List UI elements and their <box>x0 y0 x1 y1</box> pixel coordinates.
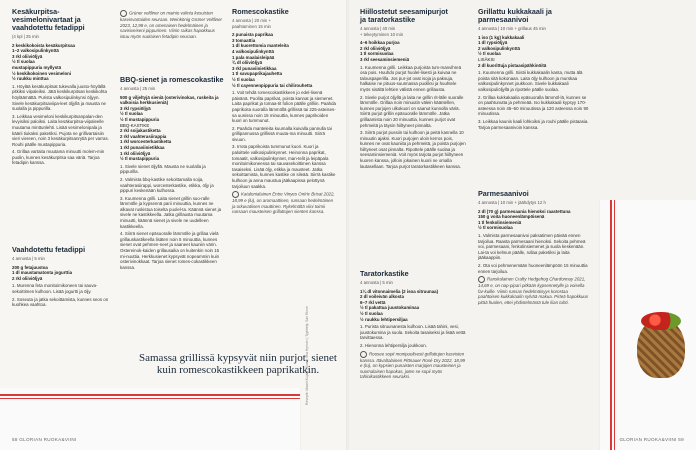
ingredient: 1–2 valkosipulinkynttä <box>12 48 59 54</box>
recipe-step: 4. Grillaa vartaita muutama minuutti molem-min puolin, kunnes kesäkurpitsa saa väriä. Tarjoa fetadipin kanssa. <box>12 149 105 166</box>
ingredient: 150 g voita huoneenlämpöisenä <box>478 214 545 220</box>
ingredient: 2 dl (70 g) parmesaania hienoksi raastettuna <box>478 208 571 214</box>
recipe-step: 1. Purista sitruunanesta kulhoon. Lisää tahini, vesi, juustokumina ja suola. Sekoita tasaiseksi ja lisää vettä tarvittaessa. <box>360 324 466 341</box>
ingredient: 1 iso (1 kg) kukkakaali <box>478 34 525 40</box>
ingredient: ½ tl suolaa <box>232 76 255 82</box>
recipe-step: 3. Kuumenna grilli. Laita sienet grillin suo-ralle lämmölle ja kypsennä parii minuuttia, kunnes ne alkavat ruskistua toiselta puolel-ta. Käännä sienet ja sivele ne kastikkeella. Jatka grillausta muutama minuutti, käännä sienet ja sivele ne uudelleen kastikkeella. <box>120 195 222 229</box>
ingredient: 4 valkosipulinkynttä <box>232 48 274 54</box>
recipe-step: 1. Höylää kesäkurpitsat tukevalla juusto-höylällä pitkiksi viipaleiksi. Jätä keskikurpitsan keskikohta höyläämättä. Purista valkosipulinkynsi öljyyn. Sivele kesäkurpitsaviipa-leet öljyllä ja mausta ne suolalla ja pippurilla. <box>12 83 107 112</box>
towel-stripe <box>614 200 615 450</box>
ingredient: 3 tomaattia <box>232 37 256 43</box>
title-line: parmesaanivoi <box>478 15 529 24</box>
ingredient: ½ tl suolaa <box>360 310 383 316</box>
recipe-meta: 4 annosta | 5 min <box>12 256 45 261</box>
page-folio-right: GLORIAN RUOKA&VIINI 59 <box>619 437 684 442</box>
recipe-meta: 4 annosta | 25 min <box>120 86 156 91</box>
ingredient: ½ tl suolaa <box>12 59 35 65</box>
recipe-step: 1. Valmista parmesaanivoi paksatimen päivää ennen tarjoilua. Raasta parmesaani hienoksi. Sekoita pehmeä voi, parmesaani, fenkolinsiemenet ja suola keskenään. Lai-ta voi kelmun päälle, rullaa paketiksi ja laita jääkaappiin. <box>478 232 586 261</box>
recipe-title: Romescokastike <box>232 7 289 16</box>
recipe-step: 2. Grillaa kukkakaalia epäsuoralla lämmöl-lä, kunnes se on paahtunutta ja pehmeää. Iso kukkakaali kypsyy 170-asteessa noin 45–60 minuutissa ja 120 asteessa noin 90 minuutissa. <box>478 94 589 117</box>
ingredient: ½ tl cayennenpippuria tai chilirouhetta <box>232 82 313 88</box>
title-line: vesimelonivartaat ja <box>12 15 81 24</box>
recipe-step: 2. Paahda manteleita kuumalla kuivalla pannulla tai grillipannussa grillissä muuta-ma minuutti. Siirrä sivuun. <box>232 125 332 142</box>
ingredient: 2 rkl oliiviöljyä <box>360 45 391 51</box>
ingredient: 1 tl fenkolinsiemeniä <box>478 219 522 225</box>
recipe-title <box>478 8 590 24</box>
wine-tip-text: Katalonialainen Entre Vinyes Oníric Brisat 2022, 18,99 e (lu), on aromaattinen, runsaan hedelmäinen ja orkuvatiisen mauttinen. Rykelmältä viini toimii runsaan mausteisen grillattujen sienten kanssa. <box>232 191 335 215</box>
recipe-title <box>12 8 112 32</box>
recipe-step: 2. Soseuta ja jatka sekoittamista, kunnes seos on kuohkea vaahtoa. <box>12 296 109 308</box>
page-gutter <box>346 0 350 450</box>
meta-line: 4 annosta | 40 min <box>360 26 396 31</box>
recipe-romesco <box>232 8 336 217</box>
ingredient: ½ keskikokoinen vesimeloni <box>12 70 72 76</box>
recipe-title: Taratorkastike <box>360 269 409 278</box>
ingredient: mustapippuria myllystä <box>12 64 62 70</box>
ingredient: 6–7 rkl vettä <box>360 299 386 305</box>
recipe-title <box>360 8 468 24</box>
ingredient: 1 tl sormisuolaa <box>360 51 394 57</box>
ingredient: 4–6 hoikkaa purjoa <box>360 40 400 46</box>
ingredient: 2 rkl oliiviöljyä <box>12 275 43 281</box>
recipe-meta <box>232 18 336 29</box>
recipe-step: 1. Murenna feta monitoimikoneen tai sauva-sekoittimen kulhoon. Lisää jogurtti ja öljy. <box>12 283 98 294</box>
ingredient: 2 punaista paprikaa <box>232 32 273 38</box>
title-line: Hiillostetut seesamipurjot <box>360 7 448 16</box>
recipe-step: 3. Leikkaa kaunis kaali lohkoiksi ja rouhi päälle pistaasia. Tarjoa parmesaanivoin kanssa. <box>478 118 589 130</box>
recipe-step: 2. Sivele purjot öljyllä ja laita ne grillin rit-lälle suoralle lämmölle. Grillaa noin minuutin välein kääntellen, kunnes purjojen ulkokuori on saanut kunnolla väriä. Siirrä purjot grillin epäsuoralle lämmölle. Jatka grillaamista noin 20 minuuttia, kunnes purjot ovat pehmeitä ja täysin hiiltyneet pinnalta. <box>360 94 464 128</box>
ingredient: ½ ruukku lehtipersiljaa <box>360 316 408 322</box>
recipe-step: 2. Valmista bbq-kastike sekoittamalla soija, vaahterasiirappi, worcesterkastike, etikka, öljy ja pippuri keskenään kulhossa. <box>120 176 214 194</box>
title-line: Kesäkurpitsa- <box>12 7 60 16</box>
title-line: vaahdotettu fetadippi <box>12 23 85 32</box>
recipe-step: 2. Hienonna lehtipersilja joukkoon. <box>360 342 427 348</box>
recipe-meta: 4 annosta | 10 min + grillaus 45 min <box>478 26 546 31</box>
ingredient: ½ tl sormisuolaa <box>478 225 513 231</box>
ingredient: 1 dl maustamatonta jogurttia <box>12 270 73 276</box>
wine-glass-icon <box>120 10 127 17</box>
meta-line: paahtaminen 15 min <box>232 23 271 29</box>
photo-credit: Reseptit: Maarit Kujala | Kuvat: Mia Hyrinen | Tyylittely: Sari Rinne <box>305 306 309 405</box>
wine-glass-icon <box>232 191 239 198</box>
ingredient: ½ tl suolaa <box>478 51 501 57</box>
ingredient: 2 rkl vaahterasiirappia <box>120 133 167 139</box>
meta-line: 4 annosta | 20 min + <box>232 18 271 23</box>
recipe-sesame-leeks <box>360 8 468 171</box>
ingredient: 3 rkl oliiviöljyä <box>12 53 43 59</box>
ingredient: 3 rkl rypsiöljyä <box>120 105 151 111</box>
ingredient: 1 dl rypsiöljyä <box>478 40 508 46</box>
recipe-step: 1. Kuumenna grilli. Siistii kukkakaalin kanta, mutta älä poista sitä kokonaan. Laita öljy kulhoon ja murskaa valkosipulinkynnet joukkoon. Sivele kukkakaali valkosipuliöljyllä ja ripottele päälle suolaa. <box>478 70 583 92</box>
ingredient: 200 g fetajuustoa <box>12 264 48 270</box>
recipe-zucchini-skewers <box>12 8 112 168</box>
wine-glass-icon <box>360 351 367 358</box>
recipe-step: 1. Voit tehdä romescokastikkeen jo edel-lisenä päivänä. Puolita paprikat, poista kannat ja siemenet. Laita paprikat ja tomaa-tit folion päälle grilliin. Paahda paprikoita suoralla lämmöllä grillissä tai 225-asteises-sa uunissa noin 15 minuuttia, kunnes paprikoiden kuori on tummunut. <box>232 90 336 124</box>
ingredient: 1 rkl worcesterkastiketta <box>120 139 172 145</box>
recipe-title: BBQ-sienet ja romescokastike <box>120 75 224 84</box>
wine-glass-icon <box>478 276 485 283</box>
ingredient: 2 valkosipulinkynttä <box>478 45 520 51</box>
ingredient: 1 pala maalaisleipää <box>232 54 275 60</box>
pull-quote-line: Samassa grillissä kypsyvät niin purjot, sienet <box>139 352 337 364</box>
wine-tip-text: Grüner veltliner on mainio valinta kesuisten kasvisvartaiden seuraan. Weinkönig Grüner Veltliner 2023, 12,98 e, on omenaisen hedelmäinen ja savisiveiseni pippurinen. Viinin raikas hapokkuus istuu myös suolaisen fetadipin seuraan. <box>120 10 223 39</box>
recipe-step: 1. Sivele sienet öljyllä. Mausta ne suolalla ja pippurilla. <box>120 163 206 175</box>
ingredient: 2 dl voileivän alkosta <box>360 294 404 300</box>
recipe-tarator <box>360 270 468 382</box>
recipe-bbq-mushrooms <box>120 76 224 272</box>
ingredient: 3 rkl punaviinietikkaa <box>232 65 277 71</box>
ingredient: 1 dl kuorettomia manteleita <box>232 43 289 49</box>
ingredient: 500 g viljeltyjä sieniä (osterivinokas, ruskeita ja valkoisia herkkusieniä) <box>120 94 219 106</box>
pull-quote-line: kuin romescokastikkeen paprikatkin. <box>156 364 320 376</box>
recipe-parmesan-butter <box>478 190 590 308</box>
ingredient: ¾ dl oliiviöljyä <box>232 60 263 66</box>
ingredient: 1 tl savupaprikajauhetta <box>232 71 283 77</box>
wine-tip-text: Ranskalainen Crafty Hedgehog Chardonnay 2021, 14,69 e, on nap-pipari pitkään kypsennetylle ja voisella far-kuille. Viinin runsas hedelmäisyys korostaa paahtoisen kukkakaalin sylvää makua. Pirteä hapokkuus pitää huolen, ettei yhdistelmästä tule liian tuhti. <box>478 276 589 305</box>
ingredient: 3 rkl seesaminsiemeniä <box>360 56 410 62</box>
towel-stripe <box>0 394 300 396</box>
ingredient: ½ tl mustapippuria <box>120 116 160 122</box>
recipe-meta: 4 annosta | 10 min + jäähdytys 12 h <box>478 200 546 205</box>
meta-line: + tekeytyminen 10 min <box>360 31 404 37</box>
title-line: ja taratorkastike <box>360 15 416 24</box>
towel-stripe <box>610 200 612 450</box>
wine-tip-text: Roosee sopii monipuolisesti grillattujen kasvisten kanssa. Itävaltalainen Pittnauer Rosé Dry 2022, 18,99 e (tu), on kypsien punaisten marjojen mausteinen ja suomalaisen hapokas, joten se sopii myös tahinikastikkeen seuraksi. <box>360 351 465 380</box>
recipe-meta: 4 annosta | 5 min <box>360 280 393 285</box>
recipe-step: 4. Siirrä sienet epäsuoralle lämmölle ja grillaa vielä grillauskastikeella lisäten noin 5 minuuttia, kunnes sienet ovat pehmen-neet ja saaneet kauniin värin. Ostereinok-kaiden grillausaika on kuitenkin noin 15 mi-nuuttia. Herkkusienet kypsyvät nopeammin kuin osterivinokkaat. Tarjoa sienet romes-cokastikkeen kanssa. <box>120 231 220 270</box>
pull-quote <box>118 352 358 376</box>
towel-stripe <box>0 398 300 399</box>
recipe-meta <box>360 26 468 37</box>
ingredient: 1¼ dl vitonnaimelia (2 isoa sitruunaa) <box>360 288 439 294</box>
recipe-feta-dip <box>12 246 112 310</box>
wine-tip-zucchini <box>120 8 224 41</box>
ingredient-subheading: BBQ-KASTIKE <box>120 122 150 128</box>
ingredient: ½ tl mustapippuria <box>120 156 160 162</box>
ingredient: 2 rkl soijakastiketta <box>120 128 161 134</box>
ingredient: 1 rkl punaviinietikkaa <box>120 144 165 150</box>
page-folio-left: 58 GLORIAN RUOKA&VIINI <box>12 437 77 442</box>
recipe-step: 1. Kuumenna grilli. Leikkaa purjoista tum-manvihreä osa pois. Huuhdo purjot huolel-lisesti ja kuivaa ne talouspaperilla. Jos pur-jot ovat isoja ja paksuja, halkaise ne pituus-suunnassa puoliksi ja huuhtele myös sisältä lehtien välistä ennen grillausta. <box>360 64 462 92</box>
radish-image <box>641 312 681 330</box>
ingredient: 2 keskikokoista kesäkurpitsaa <box>12 42 75 48</box>
recipe-step: 3. Irrota paprikoista tummunut kuori. Kuori ja paloittele valkosipulinkynnet. Heinonna paprikat, tomaatit, valkosipulinkynnet, man-telit ja leipäpala monitoimikoneessa tai sauvasekoittimen kanssa tasaiseksi. Lisää öljy, etikka ja mausteet. Jatka sekoittamista, kunnes kastike on sileää. Siirrä kastike kulhoon ja anna maustua jääkaapissa pelottynä tarjoiluun saakka. <box>232 144 336 189</box>
title-line: Grillattu kukkakaali ja <box>478 7 552 16</box>
recipe-title: Parmesaanivoi <box>478 189 529 198</box>
recipe-step: 3. Leikkaa vesimeloni keskikurpitsanpalan-den levyisiksi paloiksi. Laita kesäkurpitsa-viipaleelle muutama minttunlehti. Lisää vesimelonipala ja käärii tiukaksi paketiksi. Pujota ne grillivartaisiin vieri viereen, noin 3 kesäkurpitsanrytiä per varras. Rouhi päälle mustapippuria. <box>12 113 109 147</box>
ingredient: 1 rkl oliiviöljyä <box>120 150 151 156</box>
ingredient: ½ ruukku minttua <box>12 76 49 82</box>
ingredient: ½ tl suolaa <box>120 111 143 117</box>
recipe-step: 2. Ota voi pehmenemään huoneenlämpöön 15 minuuttia ennen tarjoilua. <box>478 262 588 274</box>
recipe-title: Vaahdotettu fetadippi <box>12 245 86 254</box>
recipe-meta: (4 kpl | 25 min <box>12 34 39 39</box>
ingredient: 2 dl kuorittuja pistaasipähkinöitä <box>478 62 547 68</box>
recipe-cauliflower <box>478 8 590 132</box>
recipe-step: 3. Siirrä purjot pussiin tai kulhoon ja peitä kannella 10 minuutin ajaksi. Kuori purjojen uloin kerros pois, kunnes ne ovat kauniita ja pehmeitä, ja poista purjojen hiiltyneet osat pinnalta. Ripottele päälle suolaa ja seesaminsiemeniä. Voit myös tarjota purjot hiiltyneen kuoren kanssa, jolloin jokainen kuorii ne omalla lautasellaan. Tarjoa purjot taratorkastikkeen kanssa. <box>360 130 466 169</box>
ingredient-subheading: LISÄKSI <box>478 56 495 62</box>
ingredient: ½ tl pakattua juustokuminaa <box>360 305 420 311</box>
